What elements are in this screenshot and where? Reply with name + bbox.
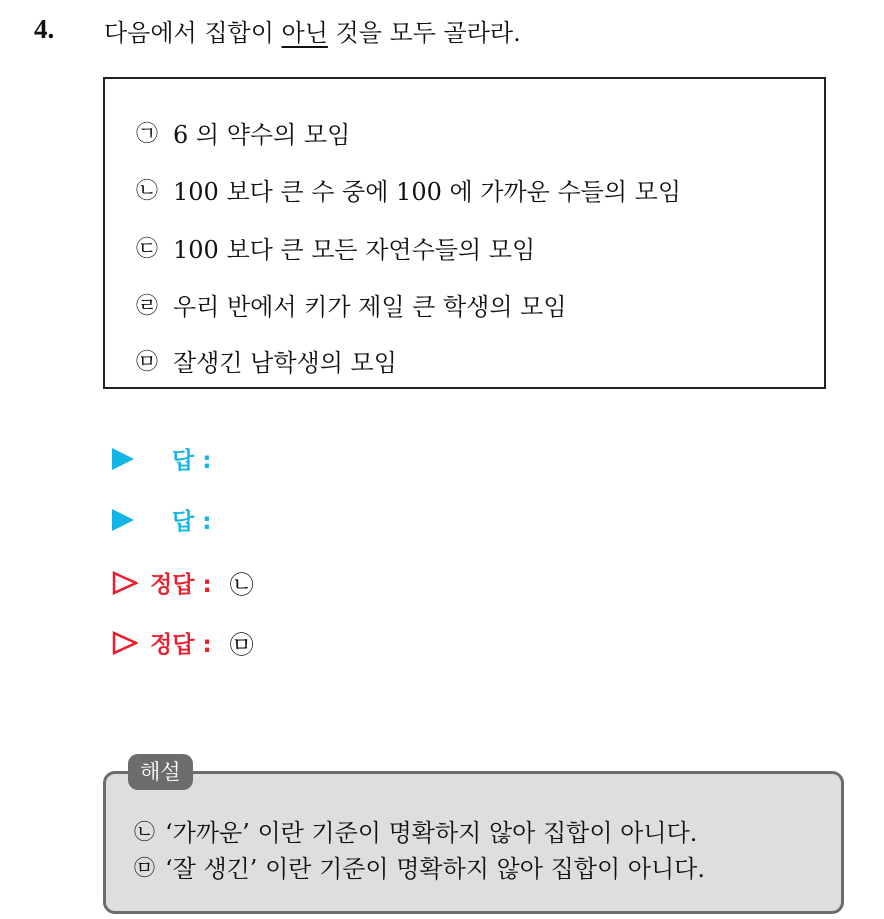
explanation-marker: ㉡ bbox=[134, 819, 155, 844]
option-item bbox=[135, 115, 350, 150]
question-number: 4. bbox=[34, 14, 55, 44]
explanation-text: ‘가까운’ 이란 기준이 명확하지 않아 집합이 아니다. bbox=[165, 819, 698, 847]
explanation-text: ‘잘 생긴’ 이란 기준이 명확하지 않아 집합이 아니다. bbox=[165, 855, 705, 883]
option-text: 6 의 약수의 모임 bbox=[173, 121, 351, 149]
explanation-tag: 해설 bbox=[128, 754, 193, 790]
option-marker: ㉢ bbox=[135, 237, 158, 262]
explanation-line bbox=[134, 813, 697, 848]
explanation-box bbox=[103, 771, 844, 914]
option-item bbox=[135, 230, 535, 265]
option-text: 우리 반에서 키가 제일 큰 학생의 모임 bbox=[173, 293, 567, 321]
options-box bbox=[103, 77, 826, 389]
option-text: 잘생긴 남학생의 모임 bbox=[173, 349, 397, 377]
play-triangle-icon bbox=[112, 448, 134, 470]
answer-row bbox=[112, 442, 229, 475]
answer-label: 답 : bbox=[172, 448, 212, 474]
option-marker: ㉤ bbox=[135, 350, 158, 375]
play-triangle-icon bbox=[112, 509, 134, 531]
option-text: 100 보다 큰 수 중에 100 에 가까운 수들의 모임 bbox=[173, 178, 682, 206]
option-text: 100 보다 큰 모든 자연수들의 모임 bbox=[173, 236, 536, 264]
answer-row bbox=[112, 503, 229, 536]
correct-answer-value: ㉡ bbox=[229, 571, 254, 599]
correct-answer-value: ㉤ bbox=[229, 631, 254, 659]
option-marker: ㉠ bbox=[135, 122, 158, 147]
option-item bbox=[135, 343, 397, 378]
option-item bbox=[135, 287, 567, 322]
explanation-line bbox=[134, 849, 705, 884]
correct-answer-row bbox=[112, 625, 254, 660]
correct-answer-row bbox=[112, 565, 254, 600]
answer-label: 답 : bbox=[172, 509, 212, 535]
explanation-marker: ㉤ bbox=[134, 855, 155, 880]
option-marker: ㉡ bbox=[135, 179, 158, 204]
outline-triangle-icon bbox=[112, 631, 138, 655]
option-item bbox=[135, 172, 681, 207]
outline-triangle-icon bbox=[112, 571, 138, 595]
question-text bbox=[104, 13, 521, 48]
correct-answer-label: 정답 : bbox=[150, 572, 212, 598]
question-text-after: 것을 모두 골라라. bbox=[327, 19, 521, 47]
question-text-before: 다음에서 집합이 bbox=[104, 19, 282, 47]
option-marker: ㉣ bbox=[135, 294, 158, 319]
question-text-underlined: 아닌 bbox=[281, 19, 328, 47]
correct-answer-label: 정답 : bbox=[150, 632, 212, 658]
